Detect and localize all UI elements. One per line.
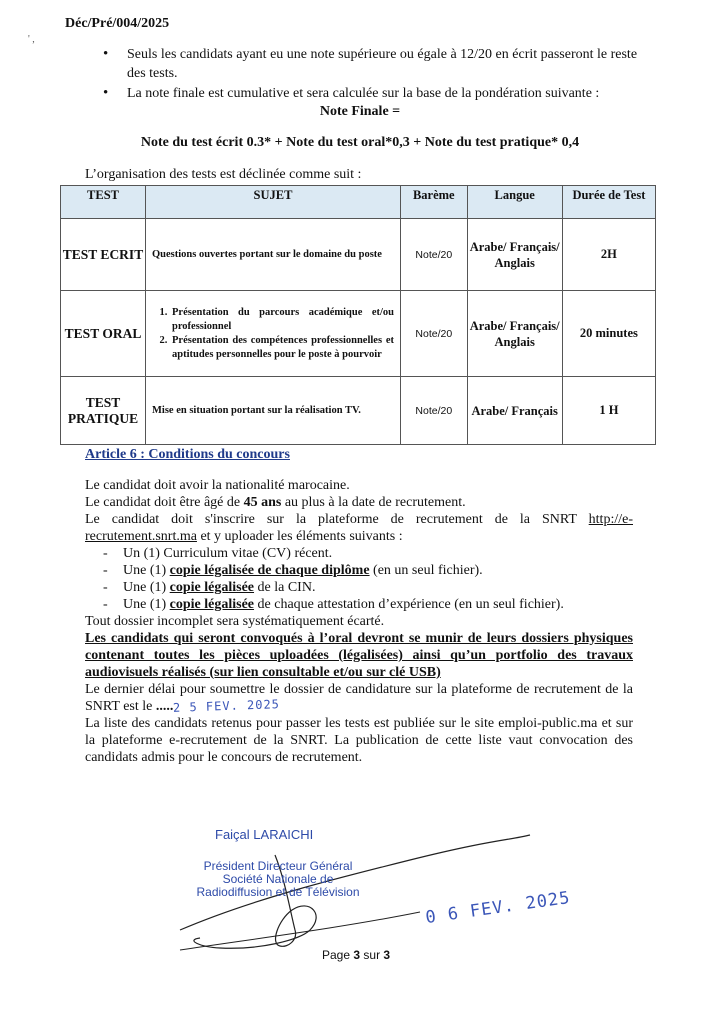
conditions-body [85,477,633,766]
document-item: - Une (1) copie légalisée de chaque diplôme (en un seul fichier). [85,562,633,579]
cell-sujet [146,291,401,377]
table-row [61,377,656,445]
table-header-row [61,186,656,219]
incomplete-text: Tout dossier incomplet sera systématiquement écarté. [85,614,385,629]
cell-test: TEST ORAL [61,291,146,377]
cell-sujet: Mise en situation portant sur la réalisation TV. [146,377,401,445]
cell-bareme: Note/20 [401,219,468,291]
header-duree: Durée de Test [562,186,655,219]
date-stamp: 0 6 FEV. 2025 [424,887,572,929]
sujet-list-item: 2. Présentation des compétences professionnelles et aptitudes personnelles pour le poste à pourvoir [170,334,394,362]
deadline-text: Le dernier délai pour soumettre le dossier de candidature sur la plateforme de recrutement de la SNRT est le .....2 5 FEV. 2025 [85,682,633,715]
header-test: TEST [61,186,146,219]
header-sujet: SUJET [146,186,401,219]
register-text: Le candidat doit s'inscrire sur la plateforme de recrutement de la SNRT http://e-recrutement.snrt.ma et y uploader les éléments suivants : [85,512,633,544]
document-item: - Une (1) copie légalisée de chaque attestation d’expérience (en un seul fichier). [85,596,633,613]
signatory-title: Président Directeur Général Société Nationale de Radiodiffusion et de Télévision [196,859,360,899]
document-reference: Déc/Pré/004/2025 [65,16,170,31]
article-title: Article 6 : Conditions du concours [85,447,290,462]
cell-test: TEST ECRIT [61,219,146,291]
publication-text: La liste des candidats retenus pour passer les tests est publiée sur le site emploi-public.ma et sur la plateforme e-recrutement de la SNRT. La publication de cette liste vaut convocation des candidats admis pour le concours de recrutement. [85,716,633,765]
cell-bareme: Note/20 [401,377,468,445]
bullet-item: • Seuls les candidats ayant eu une note supérieure ou égale à 12/20 en écrit passeront le reste des tests. [103,45,643,83]
oral-notice: Les candidats qui seront convoqués à l’oral devront se munir de leurs dossiers physiques contenant toutes les pièces uploadées (légalisées) ainsi qu’un portfolio des travaux audiovisuels réalisés (sur lien consultable et/ou sur clé USB) [85,631,633,680]
table-row [61,291,656,377]
cell-langue: Arabe/ Français/ Anglais [467,291,562,377]
header-langue: Langue [467,186,562,219]
registration-link[interactable]: http://e-recrutement.snrt.ma [85,512,633,544]
signatory-name: Faiçal LARAICHI [215,827,314,842]
formula: Note du test écrit 0.3* + Note du test oral*0,3 + Note du test pratique* 0,4 [140,135,580,150]
scan-mark: ' , [28,34,35,45]
sujet-list-item: 1. Présentation du parcours académique et/ou professionnel [170,306,394,334]
cell-bareme: Note/20 [401,291,468,377]
bullet-list [103,45,643,104]
cell-duree: 2H [562,219,655,291]
cell-test: TEST PRATIQUE [61,377,146,445]
table-row [61,219,656,291]
deadline-stamp: 2 5 FEV. 2025 [173,697,281,715]
header-bareme: Barème [401,186,468,219]
age-value: 45 ans [243,495,282,510]
tests-table [60,185,656,445]
intro-text: L’organisation des tests est déclinée comme suit : [85,167,362,182]
bullet-item: • La note finale est cumulative et sera calculée sur la base de la pondération suivante : [103,84,643,103]
cell-langue: Arabe/ Français [467,377,562,445]
nationality-text: Le candidat doit avoir la nationalité marocaine. [85,478,350,493]
sujet-list [152,306,394,362]
page-number: Page 3 sur 3 [322,948,391,962]
formula-title: Note Finale = [319,104,401,119]
document-item: - Un (1) Curriculum vitae (CV) récent. [85,545,633,562]
cell-duree: 20 minutes [562,291,655,377]
cell-langue: Arabe/ Français/ Anglais [467,219,562,291]
document-item: - Une (1) copie légalisée de la CIN. [85,579,633,596]
cell-duree: 1 H [562,377,655,445]
cell-sujet: Questions ouvertes portant sur le domaine du poste [146,219,401,291]
age-text: Le candidat doit être âgé de 45 ans au plus à la date de recrutement. [85,495,466,510]
